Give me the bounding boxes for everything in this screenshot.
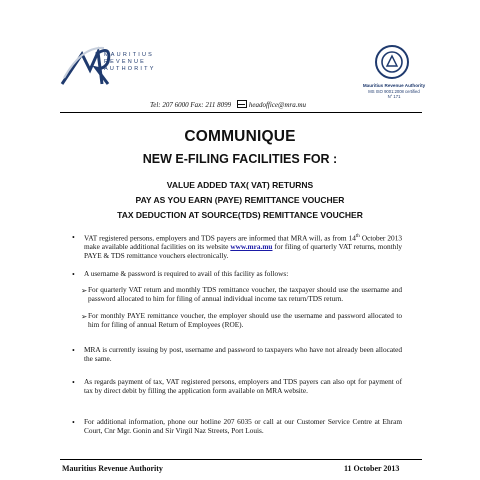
seal-caption-org: Mauritius Revenue Authority [362, 83, 426, 88]
sub-item-paye: For monthly PAYE remittance voucher, the employer should use the username and password allocated to him for filing of annual Return of Employees (ROE). [88, 311, 402, 329]
logo-line-2: REVENUE [104, 59, 146, 65]
seal-caption-number: N° 171 [387, 94, 401, 99]
paragraph-contact-info: For additional information, phone our hotline 207 6035 or call at our Customer Service Centre at Ehram Court, Cnr Mgr. Gonin and Sir Virgil Naz Streets, Port Louis. [84, 417, 402, 435]
logo-line-1: MAURITIUS [104, 52, 155, 58]
bullet-icon: • [72, 346, 75, 355]
sub-item-vat-tds: For quarterly VAT return and monthly TDS remittance voucher, the taxpayer should use the username and password allocated to him for filing of annual individual income tax return/TDS return. [88, 285, 402, 303]
paragraph-username-password: A username & password is required to avail of this facility as follows: [84, 269, 289, 278]
title-item-paye: PAY AS YOU EARN (PAYE) REMITTANCE VOUCHER [135, 195, 345, 205]
contact-fax: Fax: 211 8099 [190, 101, 232, 109]
paragraph-efiling-announcement [84, 233, 402, 260]
seal-caption [350, 83, 438, 100]
header-divider [60, 112, 422, 113]
bullet-icon: • [72, 270, 75, 279]
footer-divider [60, 459, 422, 460]
iso-certification-seal-icon [374, 44, 410, 80]
p1-sup: th [355, 234, 360, 239]
page-title: COMMUNIQUE [184, 128, 296, 145]
mra-logo-text [104, 52, 156, 73]
seal-caption-cert: MS ISO 9001:2008 certified [368, 88, 420, 94]
p1-text-c: for filing of quarterly VAT returns, monthly PAYE & TDS remittance vouchers electronically. [84, 242, 402, 260]
arrow-bullet-icon: ➢ [81, 286, 88, 295]
title-item-tds: TAX DEDUCTION AT SOURCE(TDS) REMITTANCE VOUCHER [117, 210, 363, 220]
paragraph-postal-credentials: MRA is currently issuing by post, username and password to taxpayers who have not already been allocated the same. [84, 345, 402, 363]
bullet-icon: • [72, 378, 75, 387]
p1-text-b: October 2013 make available additional facilities on its website [84, 233, 402, 252]
p1-text-a: VAT registered persons, employers and TDS payers are informed that MRA will, as from 14 [84, 233, 356, 243]
contact-line [150, 100, 306, 109]
page-subtitle: NEW E-FILING FACILITIES FOR : [142, 152, 338, 166]
logo-line-3: AUTHORITY [104, 66, 156, 72]
mra-website-link[interactable]: www.mra.mu [230, 242, 273, 252]
contact-tel: Tel: 207 6000 [150, 101, 189, 109]
bullet-icon: • [72, 418, 75, 427]
paragraph-direct-debit: As regards payment of tax, VAT registered persons, employers and TDS payers can also opt for payment of tax by direct debit by filling the application form available on MRA website. [84, 377, 402, 395]
envelope-icon [237, 100, 247, 108]
arrow-bullet-icon: ➢ [81, 312, 88, 321]
title-item-vat: VALUE ADDED TAX( VAT) RETURNS [166, 180, 314, 190]
bullet-icon: • [72, 233, 75, 242]
contact-email[interactable]: headoffice@mra.mu [248, 101, 307, 109]
footer-organisation: Mauritius Revenue Authority [62, 464, 163, 473]
footer-date: 11 October 2013 [344, 464, 400, 473]
